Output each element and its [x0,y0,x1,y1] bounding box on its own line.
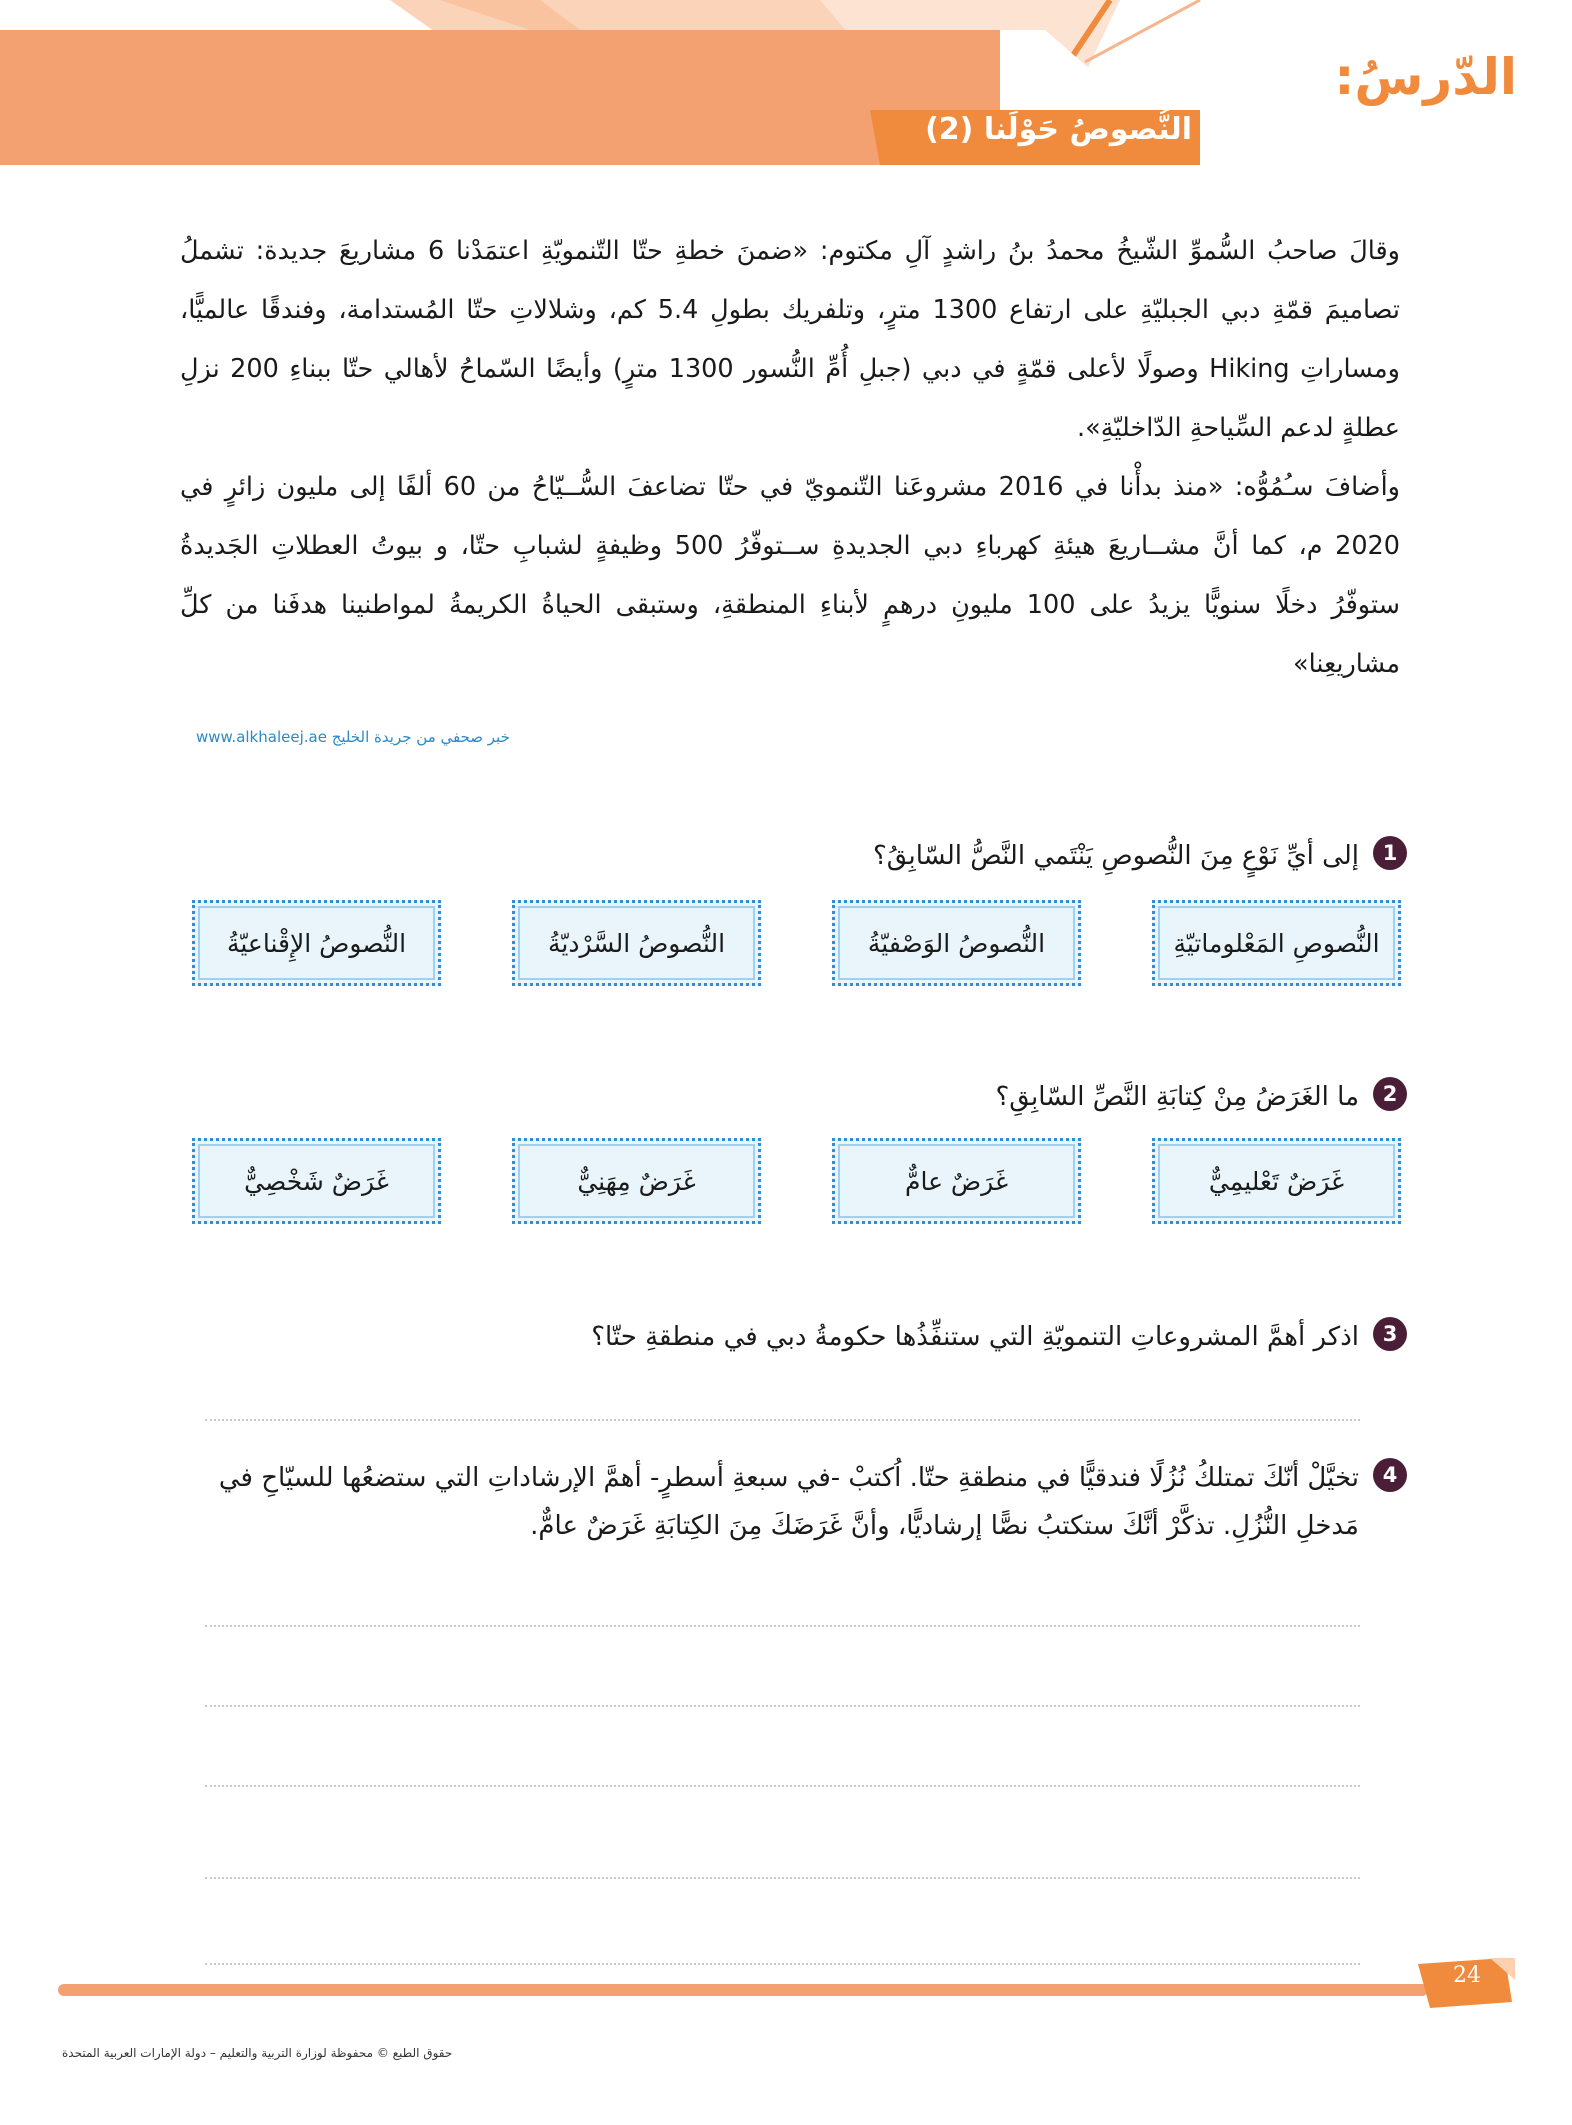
answer-line[interactable] [205,1877,1360,1879]
option-educational-purpose[interactable]: غَرَضٌ تَعْليمِيٌّ [1152,1138,1401,1224]
option-professional-purpose[interactable]: غَرَضٌ مِهَنِيٌّ [512,1138,761,1224]
option-informational-texts[interactable]: النُّصوصِ المَعْلوماتيّةِ [1152,900,1401,986]
passage-source: خبر صحفي من جريدة الخليج www.alkhaleej.ae [196,728,510,746]
answer-line[interactable] [205,1625,1360,1627]
passage-paragraph-2: وأضافَ سـُمُوُّه: «منذ بدأْنا في 2016 مشروعَنا التّنمويّ في حتّا تضاعفَ السُّــيّاحُ من 60 ألفًا إلى مليون زائرٍ في 2020 م، كما أنَّ مشــاريعَ هيئةِ كهرباءِ دبي الجديدةِ ســتوفّرُ 500 وظيفةٍ لشبابِ حتّا، و بيوتُ العطلاتِ الجَديدةُ ستوفّرُ دخلًا سنويًّا يزيدُ على 100 مليونِ درهمٍ لأبناءِ المنطقةِ، وستبقى الحياةُ الكريمةُ لمواطنينا هدفَنا من كلِّ مشاريعِنا» [180,472,1400,679]
answer-line[interactable] [205,1419,1360,1421]
footer-band [0,1950,1572,2030]
option-narrative-texts[interactable]: النُّصوصُ السَّرْديّةُ [512,900,761,986]
question-text: إلى أيِّ نَوْعٍ مِنَ النُّصوصِ يَنْتَمي النَّصُّ السّابِقُ؟ [872,841,1359,871]
question-number-badge: 3 [1373,1317,1407,1351]
lesson-label: الدّرسُ: [1334,48,1517,106]
question-text: اذكر أهمَّ المشروعاتِ التنمويّةِ التي ستنفِّذُها حكومةُ دبي في منطقةِ حتّا؟ [591,1322,1359,1352]
option-personal-purpose[interactable]: غَرَضٌ شَخْصِيٌّ [192,1138,441,1224]
answer-line[interactable] [205,1705,1360,1707]
passage-paragraph-1: وقالَ صاحبُ السُّموِّ الشّيخُ محمدُ بنُ راشدٍ آلِ مكتوم: «ضمنَ خطةِ حتّا التّنمويّةِ اعتمَدْنا 6 مشاريعَ جديدة: تشملُ تصاميمَ قمّةِ دبي الجبليّةِ على ارتفاع 1300 مترٍ، وتلفريك بطولِ 5.4 كم، وشلالاتِ حتّا المُستدامة، وفندقًا عالميًّا، ومساراتِ Hiking وصولًا لأعلى قمّةٍ في دبي (جبلِ أُمِّ النُّسور 1300 مترٍ) وأيضًا السّماحُ لأهالي حتّا ببناءِ 200 نزلِ عطلةٍ لدعم السِّياحةِ الدّاخليّةِ». [180,236,1401,443]
option-persuasive-texts[interactable]: النُّصوصُ الإِقْناعيّةُ [192,900,441,986]
answer-line[interactable] [205,1785,1360,1787]
question-1 [873,832,1407,880]
question-number-badge: 2 [1373,1077,1407,1111]
option-general-purpose[interactable]: غَرَضٌ عامٌّ [832,1138,1081,1224]
page-number: 24 [1453,1963,1481,1988]
question-number-badge: 4 [1373,1458,1407,1492]
question-text: ما الغَرَضُ مِنْ كِتابَةِ النَّصِّ السّابِقِ؟ [995,1082,1359,1112]
question-4 [167,1454,1407,1550]
question-2 [995,1073,1407,1121]
option-descriptive-texts[interactable]: النُّصوصُ الوَصْفيّةُ [832,900,1081,986]
reading-passage [180,222,1400,694]
copyright-notice: حقوق الطبع © محفوظة لوزارة التربية والتعليم – دولة الإمارات العربية المتحدة [62,2046,453,2060]
lesson-subtitle: النُّصوصُ حَوْلَنا (2) [925,112,1192,147]
question-number-badge: 1 [1373,836,1407,870]
question-text: تخيَّلْ أنّكَ تمتلكُ نُزُلًا فندقيًّا في منطقةِ حتّا. اُكتبْ -في سبعةِ أسطرٍ- أهمَّ الإرشاداتِ التي ستضعُها للسيّاحِ في مَدخلِ النُّزُلِ. تذكَّرْ أنَّكَ ستكتبُ نصًّا إرشاديًّا، وأنَّ غَرَضَكَ مِنَ الكِتابَةِ غَرَضٌ عامٌّ. [218,1463,1359,1541]
question-3 [591,1313,1407,1361]
